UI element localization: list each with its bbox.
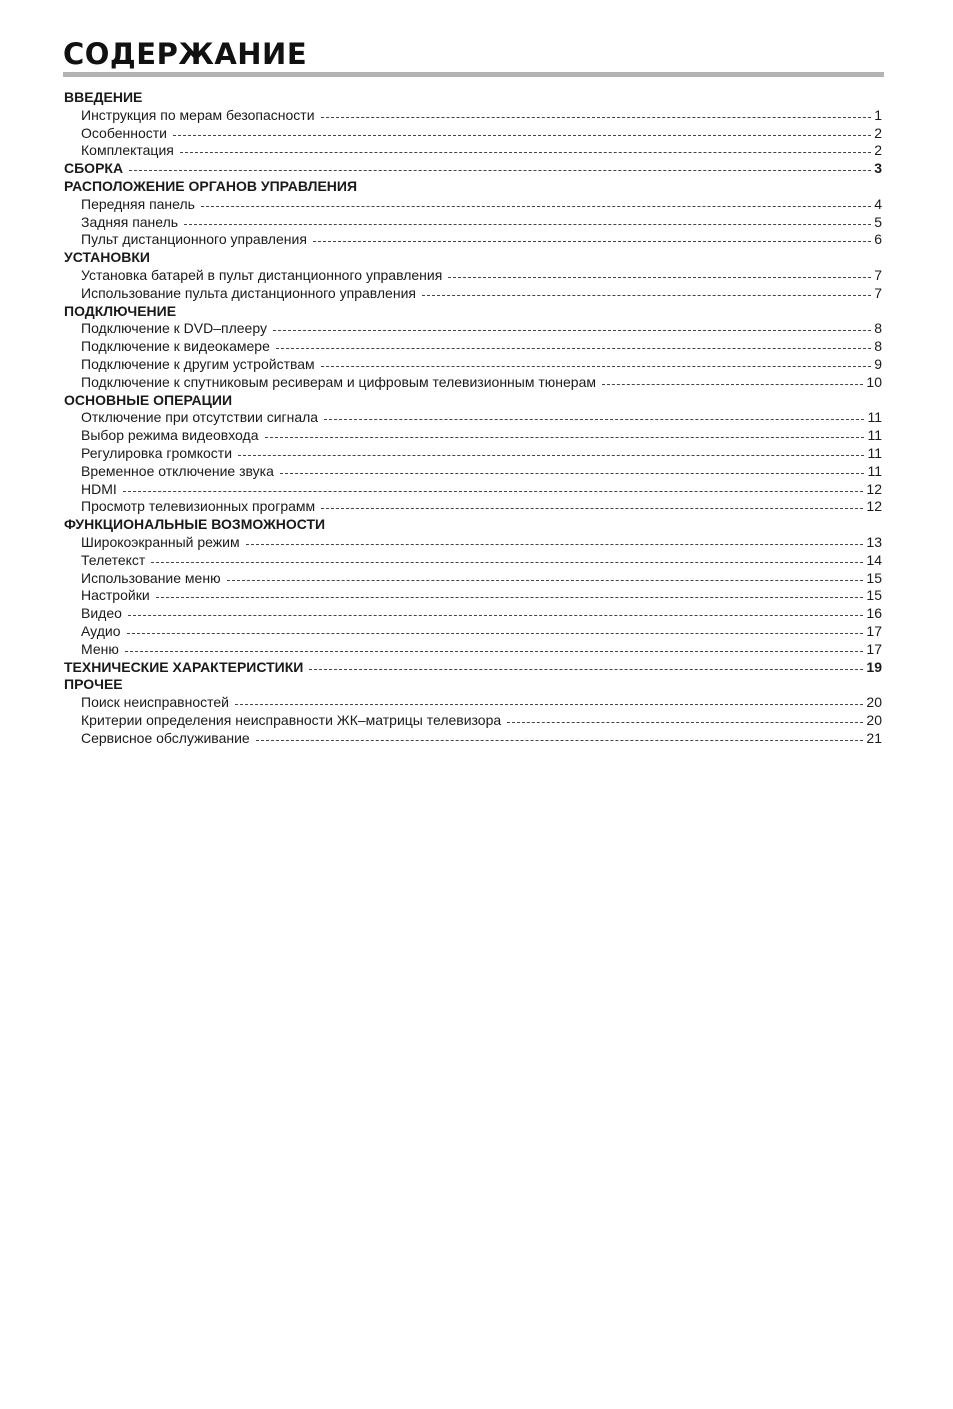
toc-section-title: ПРОЧЕЕ [64, 676, 123, 693]
toc-page-number: 12 [866, 480, 882, 497]
toc-section-title: ВВЕДЕНИЕ [64, 89, 143, 105]
toc-dot-leader [256, 740, 864, 741]
toc-dot-leader [238, 455, 864, 456]
toc-page-number: 20 [866, 694, 882, 711]
toc-entry [64, 125, 882, 143]
toc-page-number: 17 [866, 640, 882, 657]
toc-section-heading [64, 303, 882, 321]
toc-page-number: 11 [867, 427, 882, 444]
toc-page-number: 12 [866, 498, 882, 515]
toc-section-title: РАСПОЛОЖЕНИЕ ОРГАНОВ УПРАВЛЕНИЯ [64, 177, 358, 194]
toc-entry [64, 427, 882, 445]
toc-dot-leader [507, 722, 863, 723]
toc-page-number: 7 [874, 266, 882, 283]
toc-entry-title: Задняя панель [81, 213, 179, 230]
toc-entry [64, 231, 882, 249]
toc-entry-title: Временное отключение звука [81, 462, 274, 479]
toc-entry [64, 641, 882, 659]
toc-page-number: 21 [866, 729, 882, 746]
toc-dot-leader [127, 633, 864, 634]
toc-dot-leader [156, 597, 864, 598]
toc-dot-leader [273, 330, 871, 331]
toc-page-number: 11 [867, 409, 882, 426]
toc-section-heading [64, 659, 882, 677]
toc-section-title: СБОРКА [64, 160, 124, 177]
toc-entry-title: Телетекст [81, 551, 146, 568]
toc-section-heading [64, 89, 882, 107]
toc-entry [64, 570, 882, 588]
toc-page-number: 9 [874, 355, 882, 372]
toc-dot-leader [128, 615, 864, 616]
toc-dot-leader [324, 419, 864, 420]
toc-page-number: 2 [874, 124, 882, 141]
toc-entry-title: Подключение к спутниковым ресиверам и цифровым телевизионным тюнерам [81, 373, 596, 390]
toc-section-heading [64, 249, 882, 267]
toc-dot-leader [184, 224, 871, 225]
toc-entry-title: Отключение при отсутствии сигнала [81, 409, 319, 426]
toc-page-number: 15 [866, 587, 882, 604]
toc-dot-leader [313, 241, 871, 242]
toc-entry-title: Пульт дистанционного управления [81, 231, 307, 248]
toc-entry [64, 320, 882, 338]
toc-entry [64, 694, 882, 712]
toc-entry-title: Аудио [81, 622, 121, 639]
toc-entry [64, 285, 882, 303]
toc-entry-title: Критерии определения неисправности ЖК–матрицы телевизора [81, 711, 502, 728]
title-rule [63, 72, 884, 77]
toc-page-number: 10 [866, 373, 882, 390]
toc-entry-title: Использование меню [81, 569, 221, 586]
toc-entry [64, 498, 882, 516]
toc-page-number: 11 [867, 462, 882, 479]
toc-page-number: 19 [866, 658, 882, 675]
toc-dot-leader [280, 473, 865, 474]
toc-page-number: 6 [874, 231, 882, 248]
toc-entry-title: Выбор режима видеовхода [81, 427, 259, 444]
toc-section-title: ТЕХНИЧЕСКИЕ ХАРАКТЕРИСТИКИ [64, 658, 304, 675]
toc-dot-leader [448, 277, 871, 278]
toc-entry-title: Видео [81, 605, 122, 622]
toc-section-heading [64, 178, 882, 196]
toc-page-number: 1 [874, 106, 882, 123]
toc-section-title: ОСНОВНЫЕ ОПЕРАЦИИ [64, 391, 233, 408]
toc-page-number: 13 [866, 533, 882, 550]
page-title: СОДЕРЖАНИЕ [63, 37, 308, 71]
toc-entry [64, 338, 882, 356]
toc-section-heading [64, 392, 882, 410]
toc-page-number: 11 [867, 444, 882, 461]
toc-dot-leader [309, 669, 863, 670]
toc-entry-title: Особенности [81, 124, 167, 141]
toc-entry-title: Комплектация [81, 142, 174, 159]
toc-page-number: 5 [874, 213, 882, 230]
toc-page-number: 4 [874, 195, 882, 212]
toc-dot-leader [123, 491, 864, 492]
toc-page-number: 7 [874, 284, 882, 301]
toc-dot-leader [321, 117, 871, 118]
toc-dot-leader [173, 135, 871, 136]
toc-entry [64, 481, 882, 499]
toc-entry [64, 623, 882, 641]
toc-entry-title: Инструкция по мерам безопасности [81, 106, 315, 123]
toc-entry [64, 107, 882, 125]
toc-page-number: 8 [874, 338, 882, 355]
toc-dot-leader [125, 651, 864, 652]
toc-page-number: 14 [866, 551, 882, 568]
toc-entry [64, 712, 882, 730]
toc-section-heading [64, 160, 882, 178]
toc-entry-title: Установка батарей в пульт дистанционного управления [81, 266, 443, 283]
toc-section-heading [64, 516, 882, 534]
toc-entry [64, 267, 882, 285]
toc-page-number: 8 [874, 320, 882, 337]
toc-page-number: 15 [866, 569, 882, 586]
toc-section-heading [64, 676, 882, 694]
toc-dot-leader [321, 366, 871, 367]
toc-dot-leader [129, 170, 871, 171]
toc-entry-title: Передняя панель [81, 195, 195, 212]
toc-entry-title: Просмотр телевизионных программ [81, 498, 316, 515]
toc-section-title: ФУНКЦИОНАЛЬНЫЕ ВОЗМОЖНОСТИ [64, 516, 326, 533]
toc-entry-title: Меню [81, 640, 119, 657]
toc-page-number: 16 [866, 605, 882, 622]
toc-section-title: УСТАНОВКИ [64, 249, 150, 266]
toc-entry [64, 214, 882, 232]
toc-entry [64, 445, 882, 463]
toc-page-number: 20 [866, 711, 882, 728]
toc-dot-leader [235, 704, 863, 705]
toc-entry [64, 142, 882, 160]
toc-entry-title: HDMI [81, 480, 117, 497]
toc-dot-leader [227, 580, 864, 581]
toc-entry [64, 374, 882, 392]
toc-entry-title: Настройки [81, 587, 150, 604]
toc-entry-title: Использование пульта дистанционного управления [81, 284, 416, 301]
toc-entry [64, 534, 882, 552]
toc-page-number: 2 [874, 142, 882, 159]
toc-dot-leader [151, 562, 863, 563]
toc-entry-title: Подключение к DVD–плееру [81, 320, 267, 337]
toc-entry [64, 196, 882, 214]
toc-entry-title: Подключение к видеокамере [81, 338, 270, 355]
toc-entry [64, 463, 882, 481]
toc-page-number: 17 [866, 622, 882, 639]
toc-entry-title: Регулировка громкости [81, 444, 233, 461]
toc-dot-leader [321, 508, 863, 509]
toc-dot-leader [265, 437, 865, 438]
toc-entry [64, 552, 882, 570]
toc-entry-title: Широкоэкранный режим [81, 533, 240, 550]
toc-dot-leader [246, 544, 864, 545]
toc-dot-leader [602, 384, 863, 385]
toc-dot-leader [422, 295, 871, 296]
toc-page-number: 3 [874, 160, 882, 177]
toc-entry [64, 730, 882, 748]
toc-section-title: ПОДКЛЮЧЕНИЕ [64, 302, 177, 319]
toc-dot-leader [201, 206, 871, 207]
toc-entry [64, 356, 882, 374]
toc-entry [64, 605, 882, 623]
toc-entry-title: Подключение к другим устройствам [81, 355, 315, 372]
toc-entry [64, 587, 882, 605]
toc-entry [64, 409, 882, 427]
toc-dot-leader [276, 348, 871, 349]
toc-dot-leader [180, 152, 871, 153]
toc-entry-title: Сервисное обслуживание [81, 729, 250, 746]
toc-entry-title: Поиск неисправностей [81, 694, 229, 711]
table-of-contents [64, 89, 882, 747]
